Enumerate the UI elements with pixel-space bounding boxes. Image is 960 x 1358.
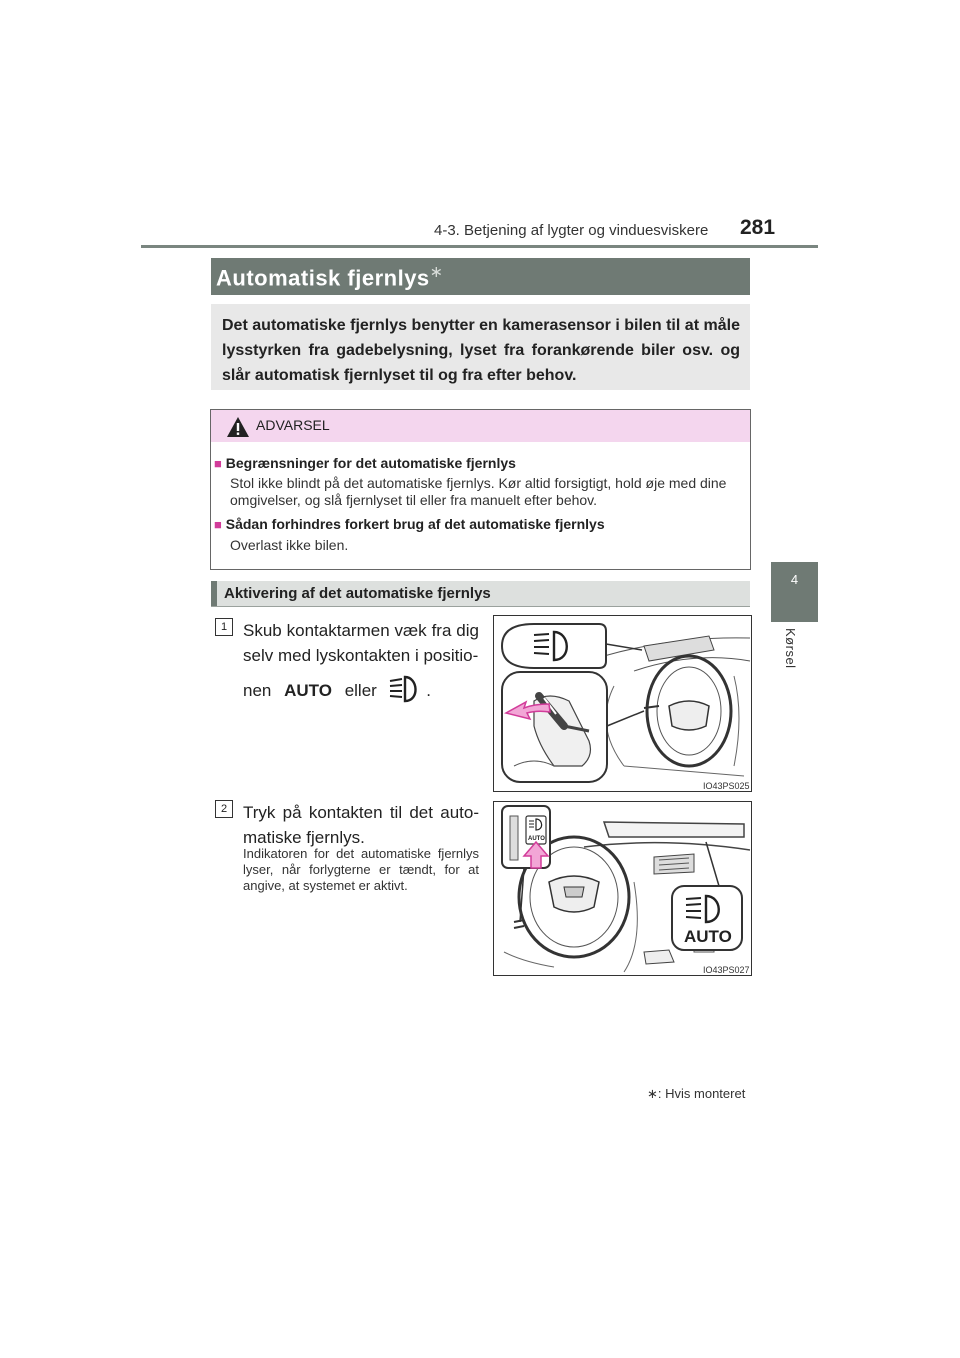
step-number: 1 bbox=[215, 618, 233, 636]
auto-position-label: AUTO bbox=[284, 681, 332, 700]
footnote bbox=[647, 1086, 745, 1102]
intro-text: Det automatiske fjernlys benytter en kamerasensor i bilen til at måle lysstyrken fra gadebelysning, lyset fra forankørende biler osv. og slår automatisk fjernlyset til og fra efter behov. bbox=[222, 317, 740, 384]
step-subtext: Indikatoren for det automatiske fjernlys lyser, når forlygterne er tændt, for at angive, at systemet er aktivt. bbox=[243, 846, 479, 893]
auto-position-label: AUTO bbox=[684, 927, 732, 946]
warning-title: ADVARSEL bbox=[256, 417, 330, 433]
warning-item-body: Overlast ikke bilen. bbox=[230, 537, 349, 553]
figure-code: IO43PS025 bbox=[703, 781, 750, 791]
stalk-illustration bbox=[494, 616, 751, 791]
step-text-part: eller bbox=[344, 681, 377, 700]
auto-position-label-small: AUTO bbox=[528, 836, 545, 842]
bullet-square-icon: ■ bbox=[214, 517, 222, 532]
headlight-auto-beam-icon bbox=[388, 674, 422, 704]
footnote-mark: ∗ bbox=[647, 1086, 658, 1101]
figure-stalk-push bbox=[493, 615, 752, 792]
warning-heading-text: Sådan forhindres forkert brug af det automatiske fjernlys bbox=[225, 516, 605, 532]
footnote-text: : Hvis monteret bbox=[657, 1086, 746, 1101]
header-rule bbox=[141, 245, 818, 248]
section-rule bbox=[211, 606, 750, 607]
page-title-text: Automatisk fjernlys bbox=[216, 265, 430, 291]
warning-heading-text: Begrænsninger for det automatiske fjernlys bbox=[225, 455, 516, 471]
warning-item-body: Stol ikke blindt på det automatiske fjernlys. Kør altid forsigtigt, hold øje med dine omgivelser, og slå fjernlyset til eller fra manuelt efter behov. bbox=[230, 475, 727, 508]
chapter-tab-label: Kørsel bbox=[783, 628, 798, 669]
step-text: Skub kontaktarmen væk fra dig selv med lyskontakten i positio- bbox=[243, 621, 479, 665]
page-number: 281 bbox=[740, 216, 776, 239]
figure-code: IO43PS027 bbox=[703, 965, 750, 975]
step-text-part: . bbox=[426, 681, 432, 700]
warning-triangle-icon bbox=[226, 416, 250, 438]
warning-item-heading bbox=[214, 516, 605, 532]
chapter-tab-number: 4 bbox=[790, 572, 799, 587]
chapter-tab bbox=[771, 562, 818, 622]
step-number: 2 bbox=[215, 800, 233, 818]
warning-item-heading bbox=[214, 455, 516, 471]
section-accent bbox=[211, 581, 217, 607]
running-header-section: 4-3. Betjening af lygter og vinduesviskere bbox=[434, 222, 709, 239]
bullet-square-icon: ■ bbox=[214, 456, 222, 471]
step-text-part: nen bbox=[243, 681, 272, 700]
page-title bbox=[216, 262, 444, 291]
section-title: Aktivering af det automatiske fjernlys bbox=[224, 585, 491, 602]
step-text: Tryk på kontakten til det auto-matiske fjernlys. bbox=[243, 803, 479, 847]
figure-auto-switch bbox=[493, 801, 752, 976]
switch-illustration bbox=[494, 802, 751, 975]
title-footnote-mark: ∗ bbox=[429, 264, 444, 281]
step-text-line bbox=[243, 674, 431, 704]
